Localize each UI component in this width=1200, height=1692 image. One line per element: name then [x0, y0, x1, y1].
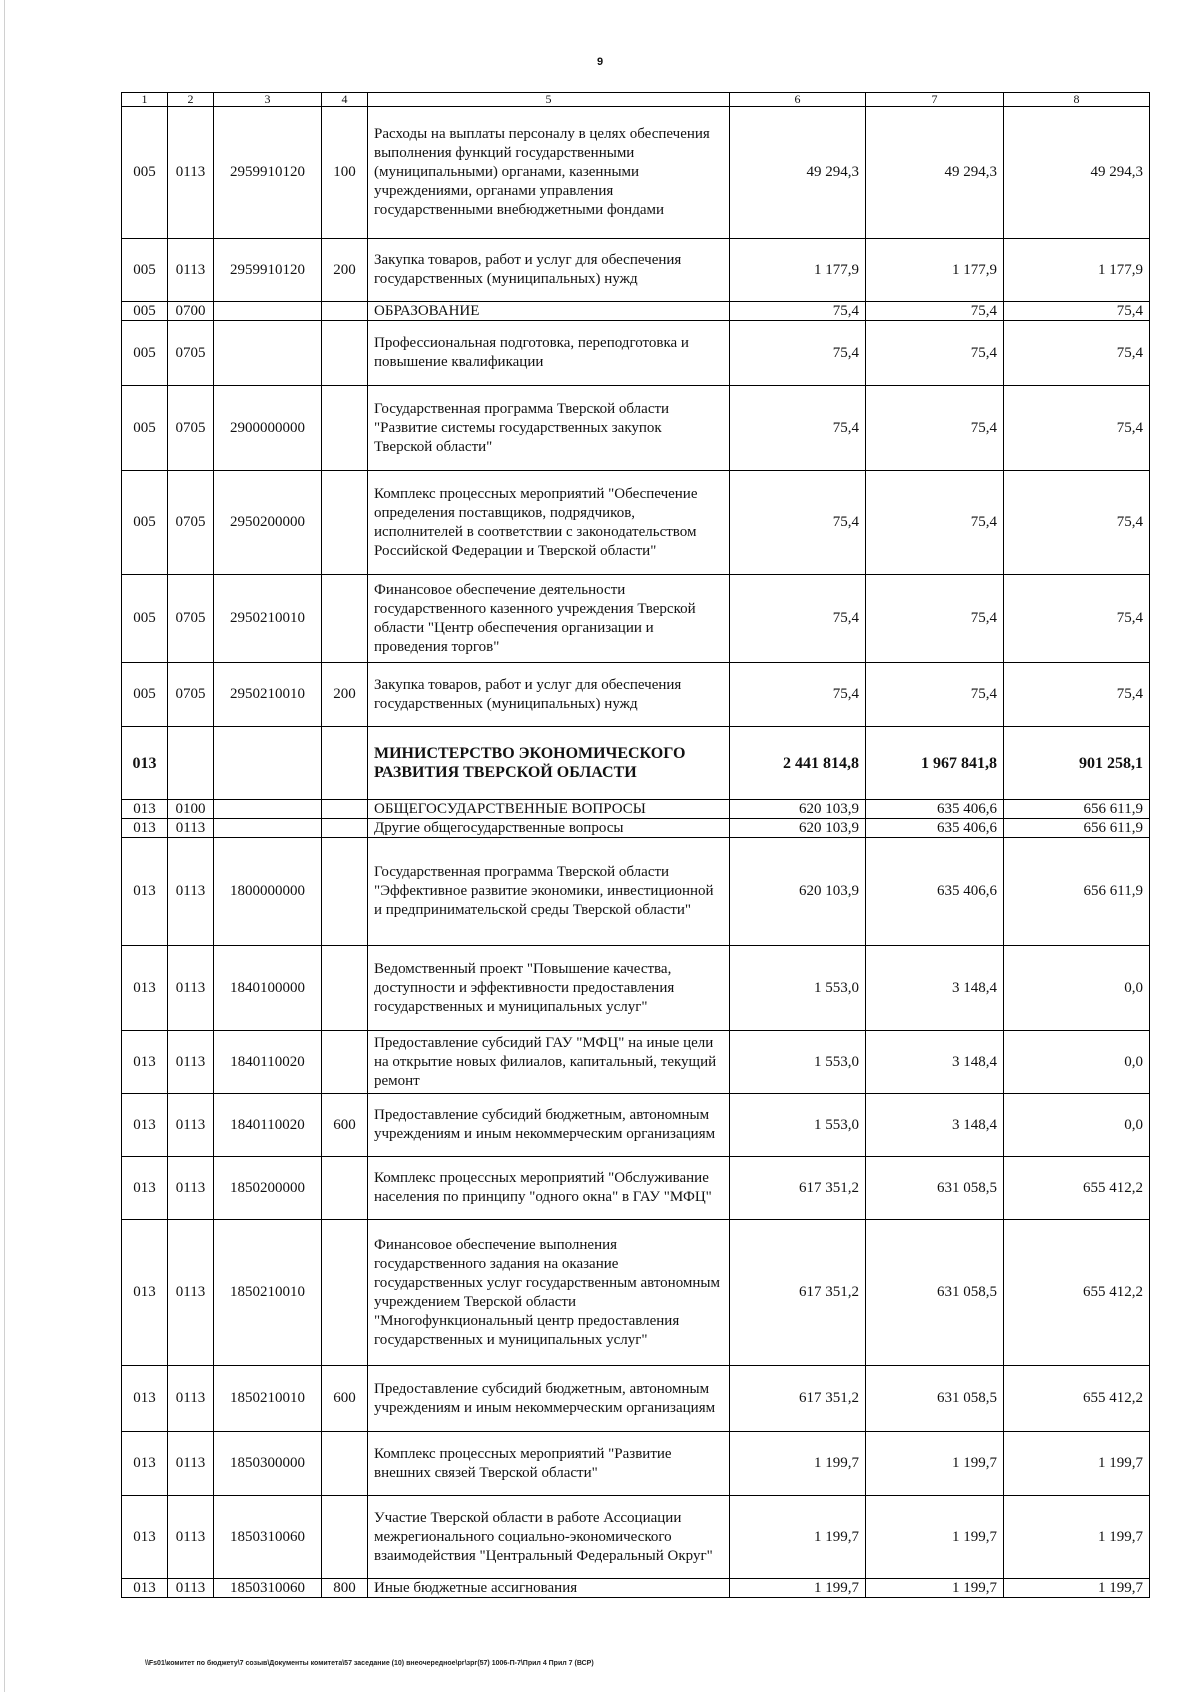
- target-article-code: 1850310060: [214, 1579, 322, 1598]
- amount-col-8: 901 258,1: [1004, 727, 1150, 800]
- amount-col-7: 631 058,5: [866, 1366, 1004, 1432]
- chapter-code: 005: [122, 663, 168, 727]
- amount-col-7: 635 406,6: [866, 838, 1004, 946]
- amount-col-7: 1 199,7: [866, 1579, 1004, 1598]
- amount-col-6: 1 199,7: [730, 1579, 866, 1598]
- amount-col-8: 49 294,3: [1004, 107, 1150, 239]
- amount-col-6: 1 553,0: [730, 1031, 866, 1094]
- col-header-7: 7: [866, 93, 1004, 107]
- amount-col-8: 0,0: [1004, 946, 1150, 1031]
- section-code: 0113: [168, 1157, 214, 1220]
- expense-type-code: [322, 471, 368, 575]
- amount-col-8: 1 199,7: [1004, 1579, 1150, 1598]
- col-header-6: 6: [730, 93, 866, 107]
- amount-col-7: 3 148,4: [866, 1094, 1004, 1157]
- amount-col-6: 620 103,9: [730, 800, 866, 819]
- amount-col-8: 75,4: [1004, 302, 1150, 321]
- section-code: 0113: [168, 1220, 214, 1366]
- expense-type-code: 800: [322, 1579, 368, 1598]
- section-code: 0100: [168, 800, 214, 819]
- expense-type-code: [322, 302, 368, 321]
- expense-type-code: 200: [322, 663, 368, 727]
- section-code: 0113: [168, 946, 214, 1031]
- item-name: Участие Тверской области в работе Ассоциации межрегионального социально-экономического взаимодействия "Центральный Федеральный Округ": [368, 1496, 730, 1579]
- section-code: 0113: [168, 838, 214, 946]
- item-name: Расходы на выплаты персоналу в целях обеспечения выполнения функций государственными (муниципальными) органами, казенными учреждениями, органами управления государственными внебюджетными фондами: [368, 107, 730, 239]
- target-article-code: 1850210010: [214, 1220, 322, 1366]
- expense-type-code: [322, 946, 368, 1031]
- section-code: 0113: [168, 1031, 214, 1094]
- budget-table: [121, 92, 1150, 1598]
- table-row: [122, 1157, 1150, 1220]
- item-name: ОБРАЗОВАНИЕ: [368, 302, 730, 321]
- item-name: МИНИСТЕРСТВО ЭКОНОМИЧЕСКОГО РАЗВИТИЯ ТВЕРСКОЙ ОБЛАСТИ: [368, 727, 730, 800]
- section-code: 0113: [168, 1094, 214, 1157]
- column-number-row: [122, 93, 1150, 107]
- amount-col-6: 617 351,2: [730, 1220, 866, 1366]
- amount-col-8: 75,4: [1004, 663, 1150, 727]
- amount-col-6: 1 199,7: [730, 1496, 866, 1579]
- item-name: Иные бюджетные ассигнования: [368, 1579, 730, 1598]
- chapter-code: 013: [122, 1220, 168, 1366]
- amount-col-8: 1 199,7: [1004, 1432, 1150, 1496]
- amount-col-6: 49 294,3: [730, 107, 866, 239]
- table-row: [122, 1031, 1150, 1094]
- amount-col-6: 75,4: [730, 471, 866, 575]
- amount-col-6: 1 553,0: [730, 946, 866, 1031]
- expense-type-code: [322, 386, 368, 471]
- amount-col-6: 75,4: [730, 575, 866, 663]
- amount-col-6: 75,4: [730, 321, 866, 386]
- target-article-code: 1840110020: [214, 1094, 322, 1157]
- chapter-code: 005: [122, 575, 168, 663]
- amount-col-7: 75,4: [866, 575, 1004, 663]
- chapter-code: 013: [122, 1579, 168, 1598]
- section-code: 0705: [168, 471, 214, 575]
- section-code: 0113: [168, 239, 214, 302]
- item-name: Государственная программа Тверской области "Развитие системы государственных закупок Тверской области": [368, 386, 730, 471]
- amount-col-8: 1 199,7: [1004, 1496, 1150, 1579]
- section-code: 0700: [168, 302, 214, 321]
- amount-col-7: 635 406,6: [866, 800, 1004, 819]
- chapter-code: 013: [122, 946, 168, 1031]
- expense-type-code: 600: [322, 1094, 368, 1157]
- expense-type-code: [322, 1496, 368, 1579]
- amount-col-8: 656 611,9: [1004, 800, 1150, 819]
- amount-col-6: 75,4: [730, 386, 866, 471]
- target-article-code: 1850310060: [214, 1496, 322, 1579]
- expense-type-code: 100: [322, 107, 368, 239]
- section-code: 0113: [168, 1579, 214, 1598]
- chapter-code: 013: [122, 1031, 168, 1094]
- expense-type-code: [322, 1220, 368, 1366]
- col-header-2: 2: [168, 93, 214, 107]
- amount-col-6: 617 351,2: [730, 1157, 866, 1220]
- table-row: [122, 727, 1150, 800]
- item-name: Другие общегосударственные вопросы: [368, 819, 730, 838]
- item-name: Комплекс процессных мероприятий "Обслуживание населения по принципу "одного окна" в ГАУ "МФЦ": [368, 1157, 730, 1220]
- item-name: Комплекс процессных мероприятий "Обеспечение определения поставщиков, подрядчиков, исполнителей в соответствии с законодательством Российской Федерации и Тверской области": [368, 471, 730, 575]
- amount-col-8: 655 412,2: [1004, 1220, 1150, 1366]
- expense-type-code: [322, 800, 368, 819]
- target-article-code: [214, 727, 322, 800]
- amount-col-8: 75,4: [1004, 575, 1150, 663]
- expense-type-code: [322, 321, 368, 386]
- target-article-code: 2950200000: [214, 471, 322, 575]
- chapter-code: 013: [122, 838, 168, 946]
- col-header-5: 5: [368, 93, 730, 107]
- amount-col-7: 631 058,5: [866, 1220, 1004, 1366]
- col-header-1: 1: [122, 93, 168, 107]
- expense-type-code: [322, 838, 368, 946]
- amount-col-8: 1 177,9: [1004, 239, 1150, 302]
- section-code: 0113: [168, 1366, 214, 1432]
- target-article-code: 1850300000: [214, 1432, 322, 1496]
- chapter-code: 005: [122, 321, 168, 386]
- amount-col-6: 75,4: [730, 663, 866, 727]
- expense-type-code: [322, 1432, 368, 1496]
- amount-col-7: 1 177,9: [866, 239, 1004, 302]
- target-article-code: 2959910120: [214, 107, 322, 239]
- target-article-code: [214, 819, 322, 838]
- target-article-code: 1800000000: [214, 838, 322, 946]
- amount-col-7: 75,4: [866, 663, 1004, 727]
- item-name: Предоставление субсидий ГАУ "МФЦ" на иные цели на открытие новых филиалов, капитальный, текущий ремонт: [368, 1031, 730, 1094]
- chapter-code: 005: [122, 239, 168, 302]
- scan-edge-line: [4, 0, 5, 1692]
- section-code: 0705: [168, 575, 214, 663]
- section-code: 0113: [168, 819, 214, 838]
- item-name: Закупка товаров, работ и услуг для обеспечения государственных (муниципальных) нужд: [368, 663, 730, 727]
- expense-type-code: 200: [322, 239, 368, 302]
- table-row: [122, 1432, 1150, 1496]
- target-article-code: [214, 321, 322, 386]
- chapter-code: 013: [122, 1366, 168, 1432]
- amount-col-7: 1 199,7: [866, 1496, 1004, 1579]
- item-name: Закупка товаров, работ и услуг для обеспечения государственных (муниципальных) нужд: [368, 239, 730, 302]
- chapter-code: 005: [122, 386, 168, 471]
- table-row: [122, 663, 1150, 727]
- amount-col-6: 75,4: [730, 302, 866, 321]
- section-code: 0705: [168, 663, 214, 727]
- section-code: 0113: [168, 1432, 214, 1496]
- table-row: [122, 1220, 1150, 1366]
- table-row: [122, 819, 1150, 838]
- amount-col-7: 3 148,4: [866, 1031, 1004, 1094]
- amount-col-7: 1 967 841,8: [866, 727, 1004, 800]
- amount-col-8: 656 611,9: [1004, 819, 1150, 838]
- col-header-8: 8: [1004, 93, 1150, 107]
- target-article-code: [214, 302, 322, 321]
- amount-col-7: 75,4: [866, 302, 1004, 321]
- amount-col-8: 0,0: [1004, 1094, 1150, 1157]
- chapter-code: 013: [122, 1432, 168, 1496]
- target-article-code: 1840100000: [214, 946, 322, 1031]
- chapter-code: 005: [122, 107, 168, 239]
- amount-col-6: 1 177,9: [730, 239, 866, 302]
- amount-col-7: 75,4: [866, 471, 1004, 575]
- chapter-code: 013: [122, 1094, 168, 1157]
- item-name: Финансовое обеспечение деятельности государственного казенного учреждения Тверской области "Центр обеспечения организации и проведения торгов": [368, 575, 730, 663]
- table-row: [122, 1579, 1150, 1598]
- chapter-code: 013: [122, 727, 168, 800]
- table-row: [122, 471, 1150, 575]
- expense-type-code: 600: [322, 1366, 368, 1432]
- amount-col-6: 620 103,9: [730, 819, 866, 838]
- chapter-code: 013: [122, 819, 168, 838]
- amount-col-7: 3 148,4: [866, 946, 1004, 1031]
- section-code: [168, 727, 214, 800]
- amount-col-7: 631 058,5: [866, 1157, 1004, 1220]
- item-name: ОБЩЕГОСУДАРСТВЕННЫЕ ВОПРОСЫ: [368, 800, 730, 819]
- amount-col-6: 2 441 814,8: [730, 727, 866, 800]
- amount-col-6: 617 351,2: [730, 1366, 866, 1432]
- chapter-code: 005: [122, 302, 168, 321]
- page-number: 9: [596, 56, 604, 68]
- item-name: Комплекс процессных мероприятий "Развитие внешних связей Тверской области": [368, 1432, 730, 1496]
- table-row: [122, 838, 1150, 946]
- target-article-code: 2900000000: [214, 386, 322, 471]
- amount-col-8: 656 611,9: [1004, 838, 1150, 946]
- section-code: 0705: [168, 321, 214, 386]
- target-article-code: 2950210010: [214, 663, 322, 727]
- target-article-code: 2950210010: [214, 575, 322, 663]
- target-article-code: 1840110020: [214, 1031, 322, 1094]
- amount-col-8: 655 412,2: [1004, 1366, 1150, 1432]
- amount-col-6: 620 103,9: [730, 838, 866, 946]
- amount-col-7: 49 294,3: [866, 107, 1004, 239]
- target-article-code: 2959910120: [214, 239, 322, 302]
- chapter-code: 005: [122, 471, 168, 575]
- expense-type-code: [322, 727, 368, 800]
- target-article-code: 1850210010: [214, 1366, 322, 1432]
- section-code: 0705: [168, 386, 214, 471]
- chapter-code: 013: [122, 800, 168, 819]
- table-row: [122, 386, 1150, 471]
- table-row: [122, 1094, 1150, 1157]
- item-name: Ведомственный проект "Повышение качества, доступности и эффективности предоставления государственных и муниципальных услуг": [368, 946, 730, 1031]
- item-name: Предоставление субсидий бюджетным, автономным учреждениям и иным некоммерческим организациям: [368, 1366, 730, 1432]
- expense-type-code: [322, 575, 368, 663]
- table-row: [122, 321, 1150, 386]
- table-row: [122, 107, 1150, 239]
- table-row: [122, 302, 1150, 321]
- expense-type-code: [322, 1031, 368, 1094]
- amount-col-8: 655 412,2: [1004, 1157, 1150, 1220]
- amount-col-7: 1 199,7: [866, 1432, 1004, 1496]
- amount-col-7: 635 406,6: [866, 819, 1004, 838]
- table-row: [122, 1366, 1150, 1432]
- amount-col-8: 75,4: [1004, 386, 1150, 471]
- table-row: [122, 800, 1150, 819]
- amount-col-8: 75,4: [1004, 471, 1150, 575]
- amount-col-7: 75,4: [866, 386, 1004, 471]
- expense-type-code: [322, 819, 368, 838]
- amount-col-6: 1 199,7: [730, 1432, 866, 1496]
- item-name: Финансовое обеспечение выполнения государственного задания на оказание государственных услуг государственным автономным учреждением Тверской области "Многофункциональный центр предоставления государственных и муниципальных услуг": [368, 1220, 730, 1366]
- table-row: [122, 575, 1150, 663]
- chapter-code: 013: [122, 1496, 168, 1579]
- table-row: [122, 1496, 1150, 1579]
- table-row: [122, 239, 1150, 302]
- section-code: 0113: [168, 1496, 214, 1579]
- item-name: Государственная программа Тверской области "Эффективное развитие экономики, инвестиционной и предпринимательской среды Тверской области": [368, 838, 730, 946]
- amount-col-7: 75,4: [866, 321, 1004, 386]
- target-article-code: 1850200000: [214, 1157, 322, 1220]
- expense-type-code: [322, 1157, 368, 1220]
- amount-col-8: 75,4: [1004, 321, 1150, 386]
- amount-col-6: 1 553,0: [730, 1094, 866, 1157]
- section-code: 0113: [168, 107, 214, 239]
- item-name: Предоставление субсидий бюджетным, автономным учреждениям и иным некоммерческим организациям: [368, 1094, 730, 1157]
- col-header-4: 4: [322, 93, 368, 107]
- chapter-code: 013: [122, 1157, 168, 1220]
- amount-col-8: 0,0: [1004, 1031, 1150, 1094]
- col-header-3: 3: [214, 93, 322, 107]
- table-row: [122, 946, 1150, 1031]
- item-name: Профессиональная подготовка, переподготовка и повышение квалификации: [368, 321, 730, 386]
- file-path-footer: \\Fs01\комитет по бюджету\7 созыв\Документы комитета\57 заседание (10) внеочередное\рг\зрг(57) 1006-П-7\Прил 4 Прил 7 (ВСР): [145, 1660, 594, 1667]
- target-article-code: [214, 800, 322, 819]
